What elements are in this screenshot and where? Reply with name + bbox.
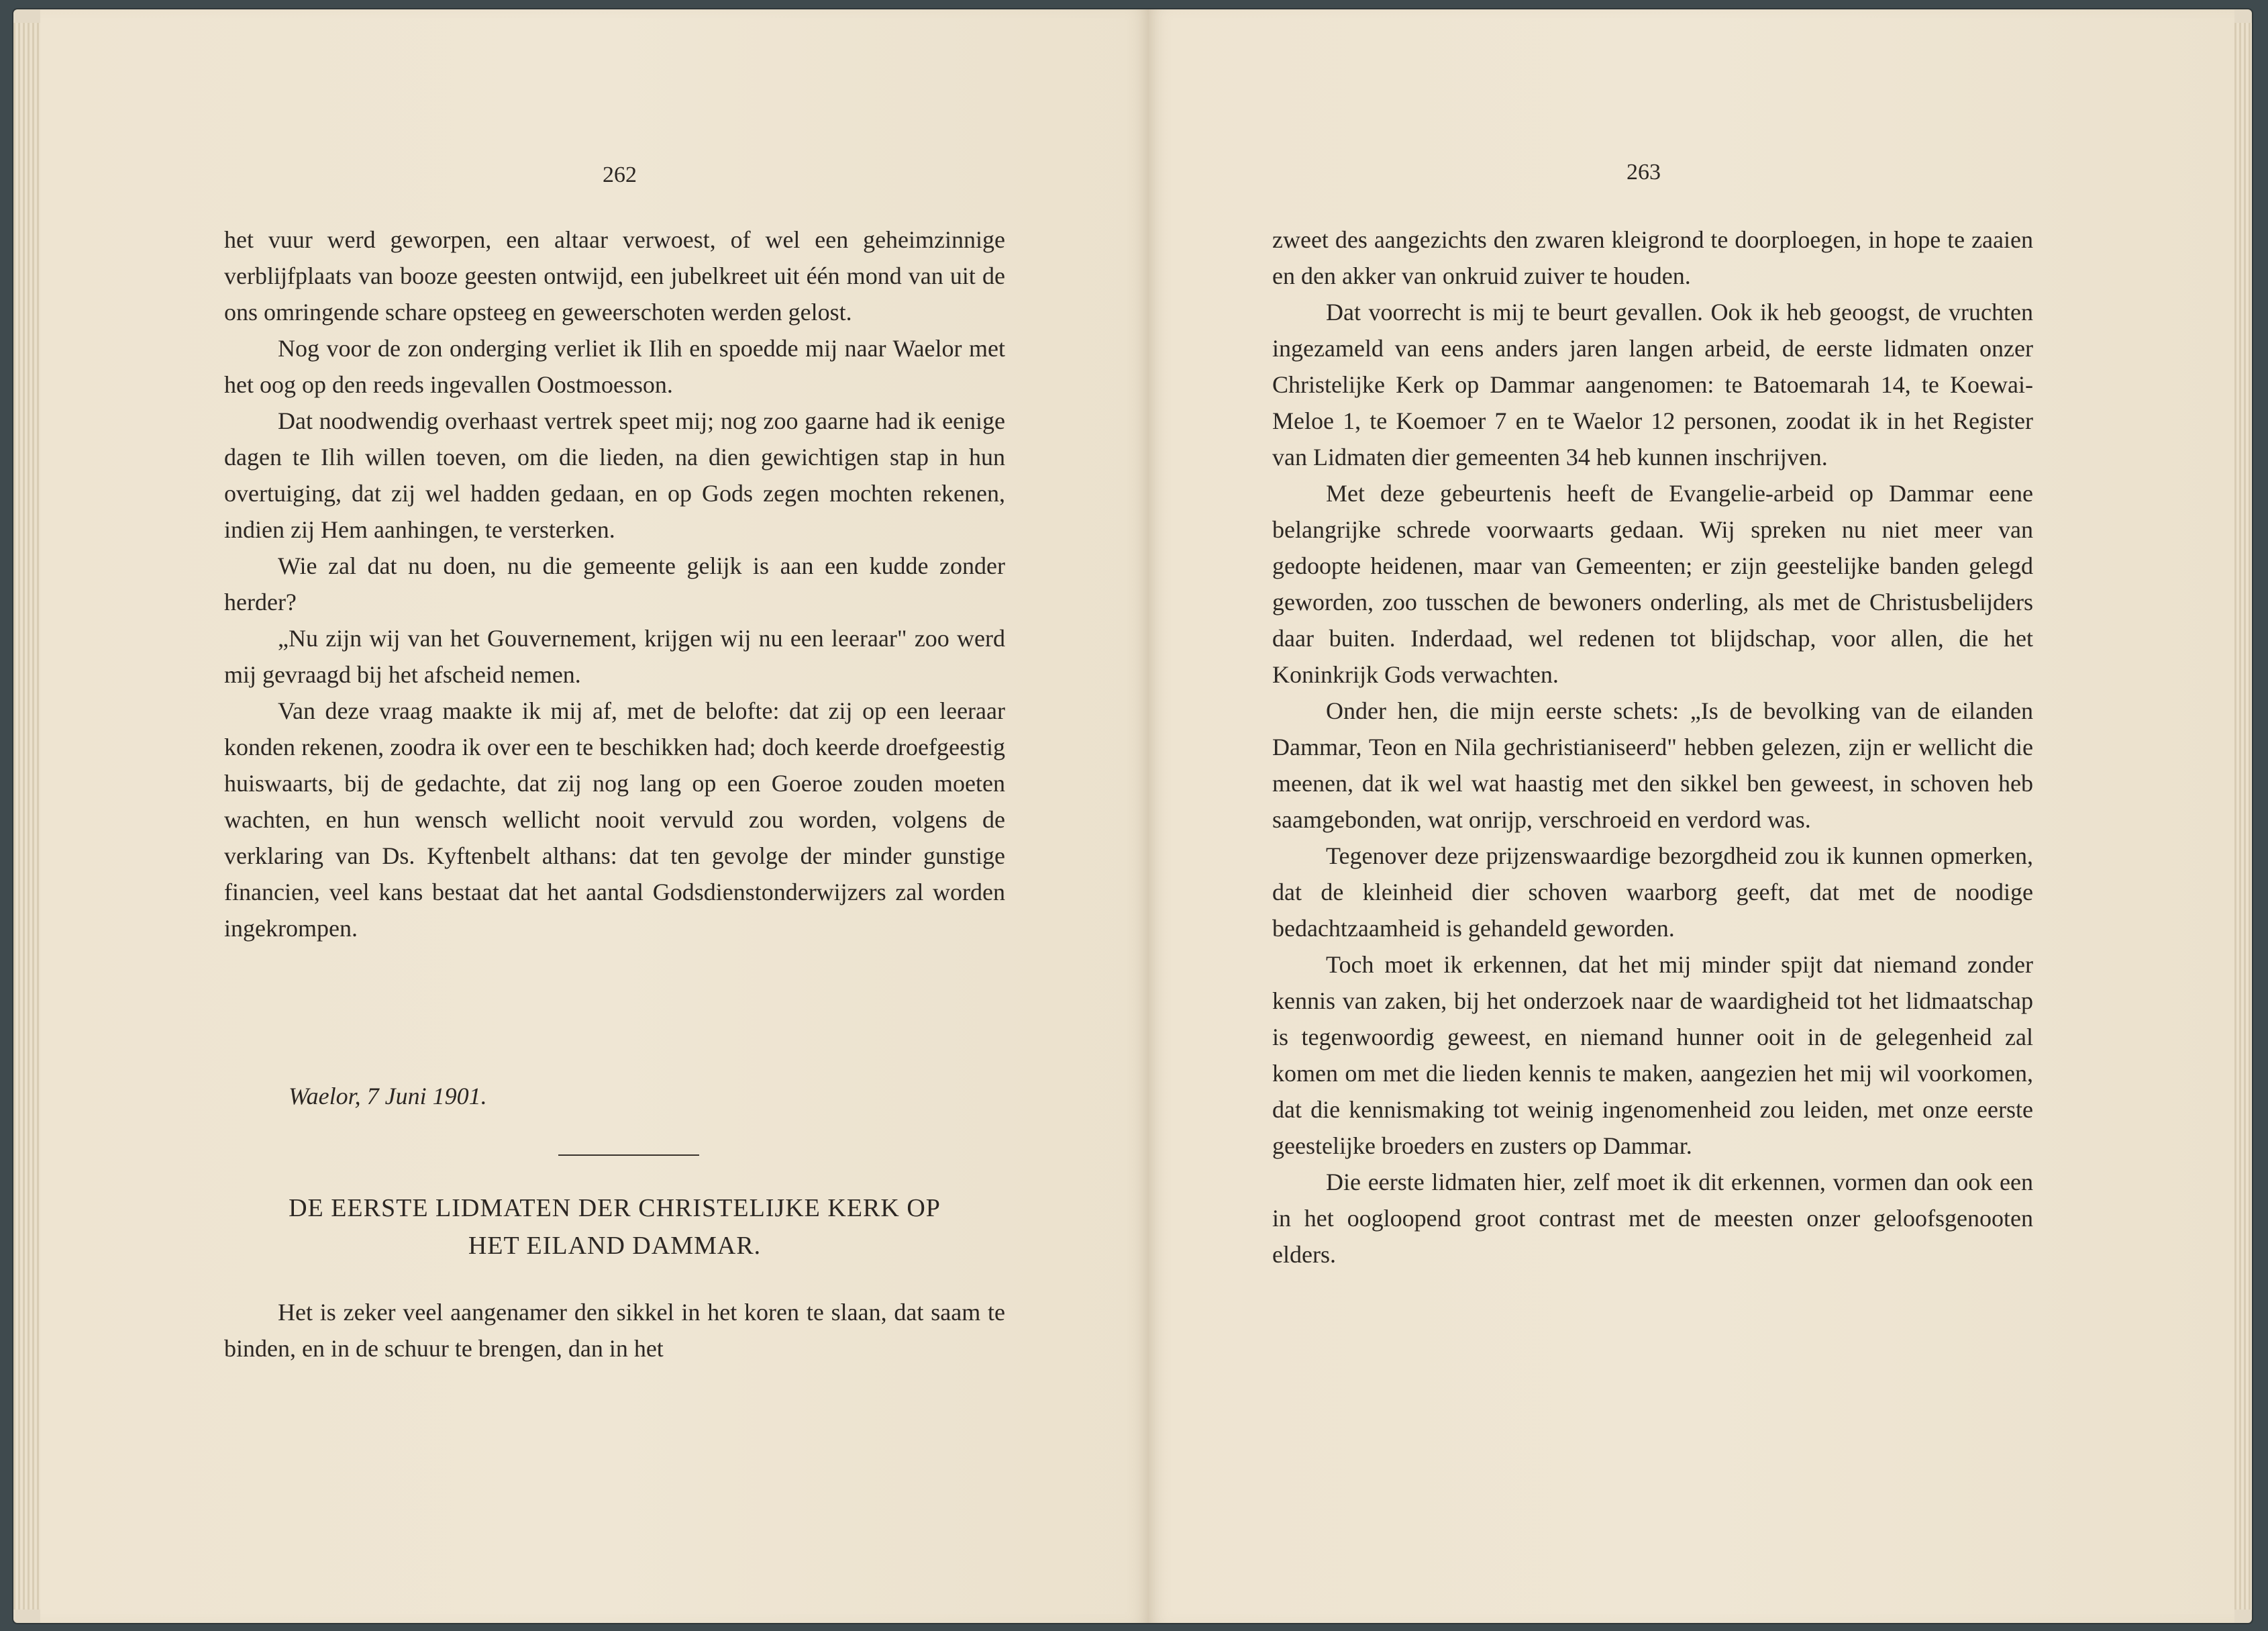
right-page-number: 263	[1627, 160, 1661, 185]
left-page-number: 262	[603, 162, 637, 187]
left-paragraph-2: Nog voor de zon onderging verliet ik Ilih en spoedde mij naar Waelor met het oog op den reeds ingevallen Oostmoesson.	[224, 335, 1005, 398]
signature-line: Waelor, 7 Juni 1901.	[289, 1083, 487, 1109]
right-paragraph-5: Tegenover deze prijzenswaardige bezorgdheid zou ik kunnen opmerken, dat de kleinheid dier schoven waarborg geeft, dat met de noodige bedachtzaamheid is gehandeld geworden.	[1272, 842, 2033, 942]
right-page-body	[1272, 221, 2033, 1273]
right-paragraph-4: Onder hen, die mijn eerste schets: „Is de bevolking van de eilanden Dammar, Teon en Nila gechristianiseerd" hebben gelezen, zijn er wellicht die meenen, dat ik wel wat haastig met den sikkel ben geweest, in schoven heb saamgebonden, wat onrijp, verschroeid en verdord was.	[1272, 697, 2033, 833]
right-paragraph-7: Die eerste lidmaten hier, zelf moet ik dit erkennen, vormen dan ook een in het oogloopend groot contrast met de meesten onzer geloofsgenooten elders.	[1272, 1169, 2033, 1268]
left-page-tail	[224, 1294, 1005, 1367]
left-paragraph-3: Dat noodwendig overhaast vertrek speet mij; nog zoo gaarne had ik eenige dagen te Ilih willen toeven, om die lieden, na dien gewichtigen stap in hun overtuiging, dat zij wel hadden gedaan, en op Gods zegen mochten rekenen, indien zij Hem aanhingen, te versterken.	[224, 407, 1005, 543]
right-paragraph-6: Toch moet ik erkennen, dat het mij minder spijt dat niemand zonder kennis van zaken, bij het onderzoek naar de waardigheid tot het lidmaatschap is tegenwoordig geweest, en niemand hunner ooit in de gelegenheid zal komen om met die lieden kennis te maken, aangezien het mij wil voorkomen, dat die kennismaking tot weinig ingenomenheid zou leiden, met onze eerste geestelijke broeders en zusters op Dammar.	[1272, 951, 2033, 1159]
section-heading-line-1: DE EERSTE LIDMATEN DER CHRISTELIJKE KERK OP	[289, 1194, 941, 1222]
left-tail-paragraph: Het is zeker veel aangenamer den sikkel in het koren te slaan, dat saam te binden, en in de schuur te brengen, dan in het	[224, 1299, 1005, 1362]
section-heading-line-2: HET EILAND DAMMAR.	[468, 1232, 762, 1260]
left-paragraph-5: „Nu zijn wij van het Gouvernement, krijgen wij nu een leeraar" zoo werd mij gevraagd bij het afscheid nemen.	[224, 625, 1005, 688]
right-paragraph-3: Met deze gebeurtenis heeft de Evangelie-arbeid op Dammar eene belangrijke schrede voorwaarts gedaan. Wij spreken nu niet meer van gedoopte heidenen, maar van Gemeenten; er zijn geestelijke banden gelegd geworden, zoo tusschen de bewoners onderling, als met de Christusbelijders daar buiten. Inderdaad, wel redenen tot blijdschap, voor allen, die het Koninkrijk Gods verwachten.	[1272, 480, 2033, 688]
right-page-stack-edge	[2234, 23, 2252, 1610]
left-page-stack-edge	[13, 23, 40, 1610]
left-paragraph-1: het vuur werd geworpen, een altaar verwoest, of wel een geheimzinnige verblijfplaats van booze geesten ontwijd, een jubelkreet uit één mond van uit de ons omringende schare opsteeg en geweerschoten werden gelost.	[224, 226, 1005, 326]
left-page-body	[224, 221, 1005, 946]
left-paragraph-6: Van deze vraag maakte ik mij af, met de belofte: dat zij op een leeraar konden rekenen, zoodra ik over een te beschikken had; doch keerde droefgeestig huiswaarts, bij de gedachte, dat zij nog lang op een Goeroe zouden moeten wachten, en hun wensch wellicht nooit vervuld zou worden, volgens de verklaring van Ds. Kyftenbelt althans: dat ten gevolge der minder gunstige financien, veel kans bestaat dat het aantal Godsdienstonderwijzers zal worden ingekrompen.	[224, 697, 1005, 942]
section-divider	[558, 1154, 699, 1156]
right-paragraph-2: Dat voorrecht is mij te beurt gevallen. Ook ik heb geoogst, de vruchten ingezameld van eens anders jaren langen arbeid, de eerste lidmaten onzer Christelijke Kerk op Dammar aangenomen: te Batoemarah 14, te Koewai-Meloe 1, te Koemoer 7 en te Waelor 12 personen, zoodat ik in het Register van Lidmaten dier gemeenten 34 heb kunnen inschrijven.	[1272, 299, 2033, 471]
section-heading	[224, 1189, 1005, 1265]
left-paragraph-4: Wie zal dat nu doen, nu die gemeente gelijk is aan een kudde zonder herder?	[224, 552, 1005, 615]
right-paragraph-1: zweet des aangezichts den zwaren kleigrond te doorploegen, in hope te zaaien en den akker van onkruid zuiver te houden.	[1272, 226, 2033, 289]
